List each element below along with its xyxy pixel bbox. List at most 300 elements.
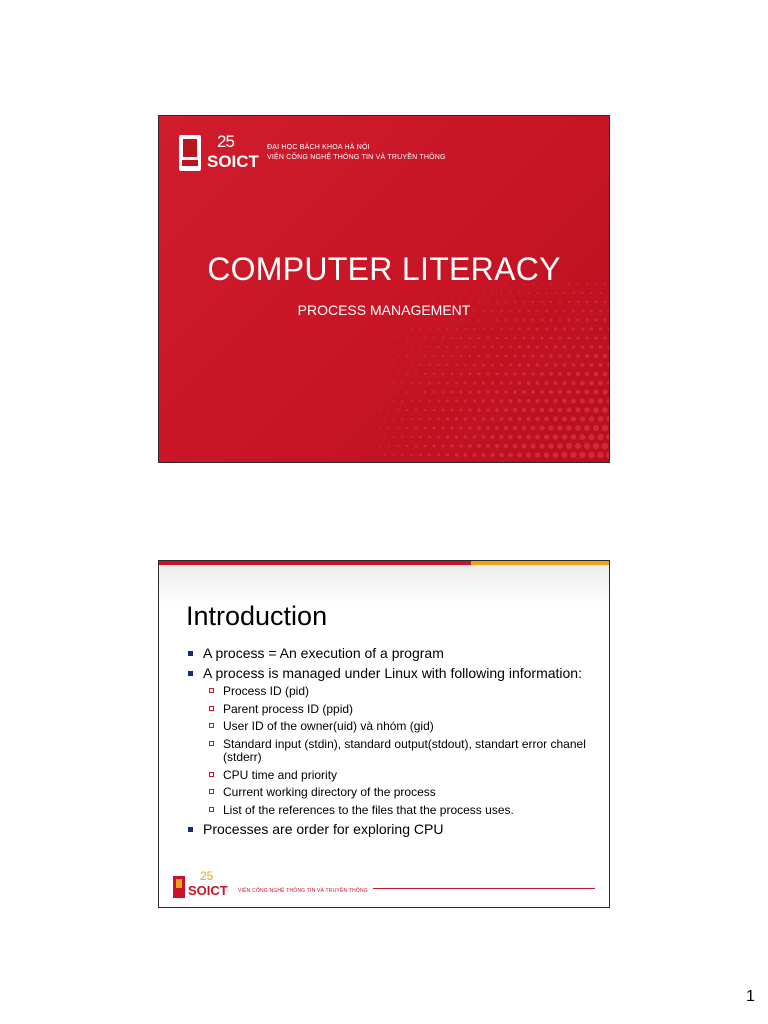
- decor-dot: [496, 355, 499, 358]
- soict-logo: [188, 869, 232, 898]
- decor-dot: [589, 398, 594, 403]
- decor-dot: [433, 319, 435, 321]
- decor-dot: [424, 427, 427, 430]
- page-number: 1: [746, 988, 755, 1005]
- decor-dot: [504, 426, 508, 430]
- bullet-text: A process = An execution of a program: [203, 645, 444, 661]
- decor-dot: [478, 337, 480, 339]
- sub-bullet-text: CPU time and priority: [223, 767, 338, 782]
- decor-dot: [415, 427, 417, 429]
- decor-dot: [406, 355, 408, 357]
- decor-dot: [553, 417, 558, 422]
- decor-dot: [539, 443, 544, 448]
- decor-dot: [446, 436, 449, 439]
- decor-dot: [579, 452, 585, 458]
- square-bullet-icon: [188, 827, 193, 832]
- decor-dot: [558, 336, 561, 339]
- decor-dot: [527, 328, 530, 331]
- decor-dot: [544, 452, 550, 458]
- decor-dot: [424, 445, 427, 448]
- decor-dot: [540, 408, 545, 413]
- decor-dot: [575, 443, 581, 449]
- decor-dot: [415, 445, 417, 447]
- decor-dot: [393, 436, 395, 438]
- decor-dot: [589, 381, 594, 386]
- decor-dot: [594, 336, 597, 339]
- decor-dot: [531, 408, 535, 412]
- decor-dot: [531, 354, 534, 357]
- decor-dot: [428, 418, 430, 420]
- decor-dot: [513, 390, 517, 394]
- decor-dot: [572, 328, 575, 331]
- decor-dot: [442, 337, 444, 339]
- decor-dot: [438, 328, 440, 330]
- sub-bullet-text: List of the references to the files that the process uses.: [223, 802, 514, 817]
- decor-dot: [482, 399, 485, 402]
- decor-dot: [527, 363, 530, 366]
- decor-dot: [442, 373, 444, 375]
- decor-dot: [420, 364, 422, 366]
- decor-dot: [455, 400, 458, 403]
- decor-dot: [559, 319, 562, 322]
- decor-dot: [500, 399, 504, 403]
- decor-dot: [571, 399, 576, 404]
- decor-dot: [504, 444, 509, 449]
- decor-dot: [585, 372, 589, 376]
- decor-dot: [499, 453, 503, 457]
- decor-dot: [602, 425, 608, 431]
- decor-dot: [584, 407, 589, 412]
- decor-dot: [490, 453, 494, 457]
- decor-dot: [402, 346, 404, 348]
- decor-dot: [473, 328, 475, 330]
- decor-dot: [464, 453, 468, 457]
- decor-dot: [508, 453, 513, 458]
- decor-dot: [553, 452, 559, 458]
- sub-bullet-item: [209, 769, 597, 783]
- decor-dot: [420, 328, 422, 330]
- decor-dot: [532, 337, 535, 340]
- decor-dot: [557, 425, 562, 430]
- university-crest-icon: [173, 876, 185, 898]
- decor-dot: [510, 292, 512, 294]
- decor-dot: [500, 328, 502, 330]
- decor-dot: [594, 354, 598, 358]
- logo-anniversary-number: 25: [217, 132, 234, 151]
- decor-dot: [584, 443, 590, 449]
- decor-dot: [459, 408, 462, 411]
- decor-dot: [607, 416, 610, 422]
- decor-dot: [473, 453, 477, 457]
- decor-dot: [406, 337, 408, 339]
- decor-dot: [554, 328, 557, 331]
- slide-content: [187, 645, 597, 841]
- decor-dot: [397, 337, 399, 339]
- decor-dot: [599, 345, 603, 349]
- decor-dot: [411, 364, 413, 366]
- decor-dot: [464, 435, 467, 438]
- decor-dot: [509, 346, 512, 349]
- decor-dot: [563, 363, 567, 367]
- decor-dot: [513, 426, 517, 430]
- decor-dot: [465, 328, 467, 330]
- decor-dot: [553, 399, 557, 403]
- decor-dot: [406, 409, 408, 411]
- decor-dot: [393, 400, 395, 402]
- decor-dot: [424, 373, 426, 375]
- decor-dot: [555, 292, 557, 294]
- decor-dot: [593, 443, 600, 450]
- decor-dot: [509, 328, 511, 330]
- decor-dot: [557, 443, 563, 449]
- square-bullet-icon: [188, 671, 193, 676]
- sub-bullet-text: Current working directory of the process: [223, 785, 436, 799]
- decor-dot: [446, 346, 448, 348]
- decor-dot: [393, 382, 395, 384]
- decor-dot: [575, 425, 581, 431]
- decor-dot: [486, 444, 490, 448]
- decor-dot: [514, 355, 517, 358]
- footer-institution-name: VIỆN CÔNG NGHỆ THÔNG TIN VÀ TRUYỀN THÔNG: [238, 888, 368, 894]
- decor-dot: [384, 418, 386, 420]
- decor-dot: [531, 426, 536, 431]
- decor-dot: [393, 418, 395, 420]
- decor-dot: [540, 426, 545, 431]
- decor-dot: [541, 319, 543, 321]
- decor-dot: [598, 381, 603, 386]
- decor-dot: [540, 390, 544, 394]
- decor-dot: [573, 292, 575, 294]
- decor-dot: [566, 443, 572, 449]
- decor-dot: [576, 336, 579, 339]
- decor-dot: [411, 400, 413, 402]
- decor-dot: [606, 451, 610, 458]
- hollow-square-bullet-icon: [209, 772, 214, 777]
- decor-dot: [468, 444, 472, 448]
- decor-dot: [433, 409, 436, 412]
- decor-dot: [481, 453, 485, 457]
- decor-dot: [562, 399, 567, 404]
- decor-dot: [518, 381, 521, 384]
- decor-dot: [406, 445, 408, 447]
- decor-dot: [429, 346, 431, 348]
- decor-dot: [410, 436, 412, 438]
- decor-dot: [397, 391, 399, 393]
- decor-dot: [428, 436, 431, 439]
- logo-text: SOICT: [188, 883, 228, 898]
- decor-dot: [379, 409, 381, 411]
- logo-text: SOICT: [207, 152, 259, 171]
- decor-dot: [491, 328, 493, 330]
- decor-dot: [545, 381, 549, 385]
- decor-dot: [522, 372, 525, 375]
- decor-dot: [474, 292, 476, 294]
- decor-dot: [450, 444, 453, 447]
- decor-dot: [459, 426, 462, 429]
- decor-dot: [388, 409, 390, 411]
- decor-dot: [558, 408, 563, 413]
- decor-dot: [549, 372, 553, 376]
- decor-dot: [486, 408, 490, 412]
- decor-dot: [402, 400, 404, 402]
- decor-dot: [496, 337, 498, 339]
- decor-dot: [442, 427, 445, 430]
- decor-dot: [393, 364, 395, 366]
- decor-dot: [495, 444, 499, 448]
- decor-dot: [588, 452, 595, 459]
- hollow-square-bullet-icon: [209, 741, 214, 746]
- decor-dot: [571, 434, 577, 440]
- decor-dot: [540, 372, 544, 376]
- decor-dot: [446, 382, 448, 384]
- square-bullet-icon: [188, 651, 193, 656]
- decor-dot: [437, 382, 439, 384]
- decor-dot: [455, 382, 458, 385]
- decor-dot: [522, 390, 526, 394]
- decor-dot: [388, 427, 390, 429]
- decor-dot: [594, 390, 599, 395]
- decor-dot: [522, 408, 526, 412]
- header-shade: [159, 565, 609, 605]
- decor-dot: [526, 417, 530, 421]
- decor-dot: [478, 373, 481, 376]
- decor-dot: [397, 373, 399, 375]
- decor-dot: [549, 390, 553, 394]
- hollow-square-bullet-icon: [209, 807, 214, 812]
- decor-dot: [482, 435, 486, 439]
- title-slide: [158, 115, 610, 463]
- sub-bullet-item: [209, 786, 597, 800]
- decor-dot: [447, 328, 449, 330]
- decor-dot: [455, 364, 457, 366]
- decor-dot: [523, 319, 525, 321]
- hollow-square-bullet-icon: [209, 723, 214, 728]
- decor-dot: [500, 381, 503, 384]
- decor-dot: [419, 454, 422, 457]
- decor-dot: [473, 399, 476, 402]
- institution-line-1: ĐẠI HỌC BÁCH KHOA HÀ NỘI: [267, 144, 370, 151]
- decor-dot: [571, 381, 575, 385]
- decor-dot: [397, 445, 399, 447]
- decor-dot: [518, 399, 522, 403]
- decor-dot: [558, 354, 561, 357]
- sub-bullet-text: Process ID (pid): [223, 684, 310, 698]
- decor-dot: [513, 444, 518, 449]
- decor-dot: [406, 373, 408, 375]
- decor-dot: [526, 399, 530, 403]
- soict-logo: [207, 134, 261, 172]
- institution-line-2: VIỆN CÔNG NGHỆ THÔNG TIN VÀ TRUYỀN THÔNG: [267, 154, 446, 161]
- decor-dot: [549, 354, 552, 357]
- decor-dot: [469, 337, 471, 339]
- footer-logo: [173, 869, 368, 898]
- decor-dot: [595, 319, 598, 322]
- decor-dot: [532, 319, 534, 321]
- decor-dot: [469, 355, 471, 357]
- decor-dot: [548, 443, 554, 449]
- decor-dot: [406, 391, 408, 393]
- header-logo: [179, 134, 446, 172]
- decor-dot: [424, 355, 426, 357]
- decor-dot: [495, 408, 499, 412]
- decor-dot: [528, 292, 530, 294]
- decor-dot: [384, 436, 386, 438]
- sub-bullet-item: [209, 804, 597, 818]
- decor-dot: [437, 418, 440, 421]
- decor-dot: [607, 398, 610, 403]
- decor-dot: [607, 363, 610, 367]
- decor-dot: [455, 453, 458, 456]
- decor-dot: [508, 417, 512, 421]
- decor-dot: [563, 328, 566, 331]
- decor-dot: [459, 444, 462, 447]
- decor-dot: [519, 292, 521, 294]
- decor-dot: [411, 328, 413, 330]
- decor-dot: [496, 319, 498, 321]
- decor-dot: [411, 346, 413, 348]
- decor-dot: [518, 346, 521, 349]
- decor-dot: [442, 391, 445, 394]
- decor-dot: [415, 391, 417, 393]
- decor-dot: [562, 381, 566, 385]
- hollow-square-bullet-icon: [209, 688, 214, 693]
- decor-dot: [567, 354, 571, 358]
- decor-dot: [486, 390, 489, 393]
- decor-dot: [603, 372, 608, 377]
- decor-dot: [548, 425, 553, 430]
- decor-dot: [397, 409, 399, 411]
- decor-dot: [562, 416, 567, 421]
- decor-dot: [482, 364, 485, 367]
- decor-dot: [424, 391, 426, 393]
- decor-dot: [586, 319, 589, 322]
- decor-dot: [598, 416, 604, 422]
- decor-dot: [608, 327, 610, 330]
- decor-dot: [438, 346, 440, 348]
- decor-dot: [468, 408, 471, 411]
- decor-dot: [513, 372, 516, 375]
- institution-name: [267, 143, 446, 163]
- decor-dot: [582, 292, 584, 294]
- decor-dot: [577, 319, 580, 322]
- decor-dot: [508, 435, 512, 439]
- sub-bullet-list: [209, 685, 597, 817]
- decor-dot: [566, 425, 572, 431]
- decor-dot: [546, 292, 548, 294]
- decor-dot: [397, 355, 399, 357]
- decor-dot: [460, 391, 463, 394]
- decor-dot: [433, 373, 435, 375]
- decor-dot: [451, 391, 454, 394]
- decor-dot: [522, 354, 525, 357]
- decor-dot: [562, 434, 568, 440]
- decor-dot: [492, 292, 494, 294]
- decor-dot: [585, 390, 590, 395]
- decor-dot: [464, 417, 467, 420]
- decor-dot: [451, 355, 453, 357]
- decor-dot: [599, 292, 601, 294]
- decor-dot: [558, 372, 562, 376]
- decor-dot: [513, 408, 517, 412]
- decor-dot: [460, 373, 463, 376]
- decor-dot: [455, 346, 457, 348]
- decor-dot: [544, 434, 549, 439]
- decor-dot: [478, 355, 481, 358]
- decor-dot: [536, 328, 539, 331]
- university-crest-icon: [179, 135, 201, 171]
- decor-dot: [505, 355, 508, 358]
- decor-dot: [540, 354, 543, 357]
- decor-dot: [420, 346, 422, 348]
- decor-dot: [550, 337, 553, 340]
- slide-title: COMPUTER LITERACY: [207, 251, 561, 287]
- decor-dot: [491, 399, 494, 402]
- decor-dot: [486, 426, 490, 430]
- decor-dot: [491, 346, 494, 349]
- decor-dot: [536, 363, 539, 366]
- decor-dot: [504, 372, 507, 375]
- decor-dot: [585, 354, 589, 358]
- decor-dot: [437, 436, 440, 439]
- decor-dot: [441, 444, 444, 447]
- decor-dot: [603, 354, 607, 358]
- decor-dot: [468, 426, 471, 429]
- bullet-text: A process is managed under Linux with following information:: [203, 665, 582, 681]
- decor-dot: [433, 337, 435, 339]
- decor-dot: [536, 346, 539, 349]
- hollow-square-bullet-icon: [209, 706, 214, 711]
- decor-dot: [424, 319, 426, 321]
- decor-dot: [593, 425, 599, 431]
- decor-dot: [451, 409, 454, 412]
- sub-bullet-item: [209, 720, 597, 734]
- decor-dot: [567, 390, 572, 395]
- sub-bullet-item: [209, 703, 597, 717]
- decor-dot: [553, 381, 557, 385]
- decor-dot: [597, 452, 604, 459]
- decor-dot: [460, 337, 462, 339]
- decor-dot: [433, 445, 436, 448]
- decor-dot: [437, 400, 439, 402]
- decor-dot: [567, 372, 571, 376]
- footer-divider: [373, 888, 595, 889]
- decor-dot: [590, 327, 593, 330]
- decor-dot: [526, 435, 531, 440]
- slide-subtitle: PROCESS MANAGEMENT: [297, 302, 471, 318]
- decor-dot: [410, 454, 412, 456]
- decor-dot: [550, 319, 553, 322]
- decor-dot: [570, 452, 576, 458]
- decor-dot: [514, 337, 517, 340]
- decor-dot: [535, 399, 539, 403]
- slide-heading: Introduction: [186, 601, 328, 631]
- decor-dot: [437, 454, 440, 457]
- decor-dot: [464, 382, 467, 385]
- decor-dot: [446, 400, 449, 403]
- decor-dot: [415, 319, 417, 321]
- decor-dot: [597, 434, 603, 440]
- decor-dot: [553, 434, 558, 439]
- decor-dot: [491, 417, 495, 421]
- decor-dot: [491, 435, 495, 439]
- decor-dot: [580, 381, 584, 385]
- decor-dot: [477, 426, 481, 430]
- decor-dot: [585, 336, 588, 339]
- decor-dot: [607, 381, 610, 386]
- decor-dot: [411, 382, 413, 384]
- decor-dot: [455, 435, 458, 438]
- decor-dot: [517, 417, 521, 421]
